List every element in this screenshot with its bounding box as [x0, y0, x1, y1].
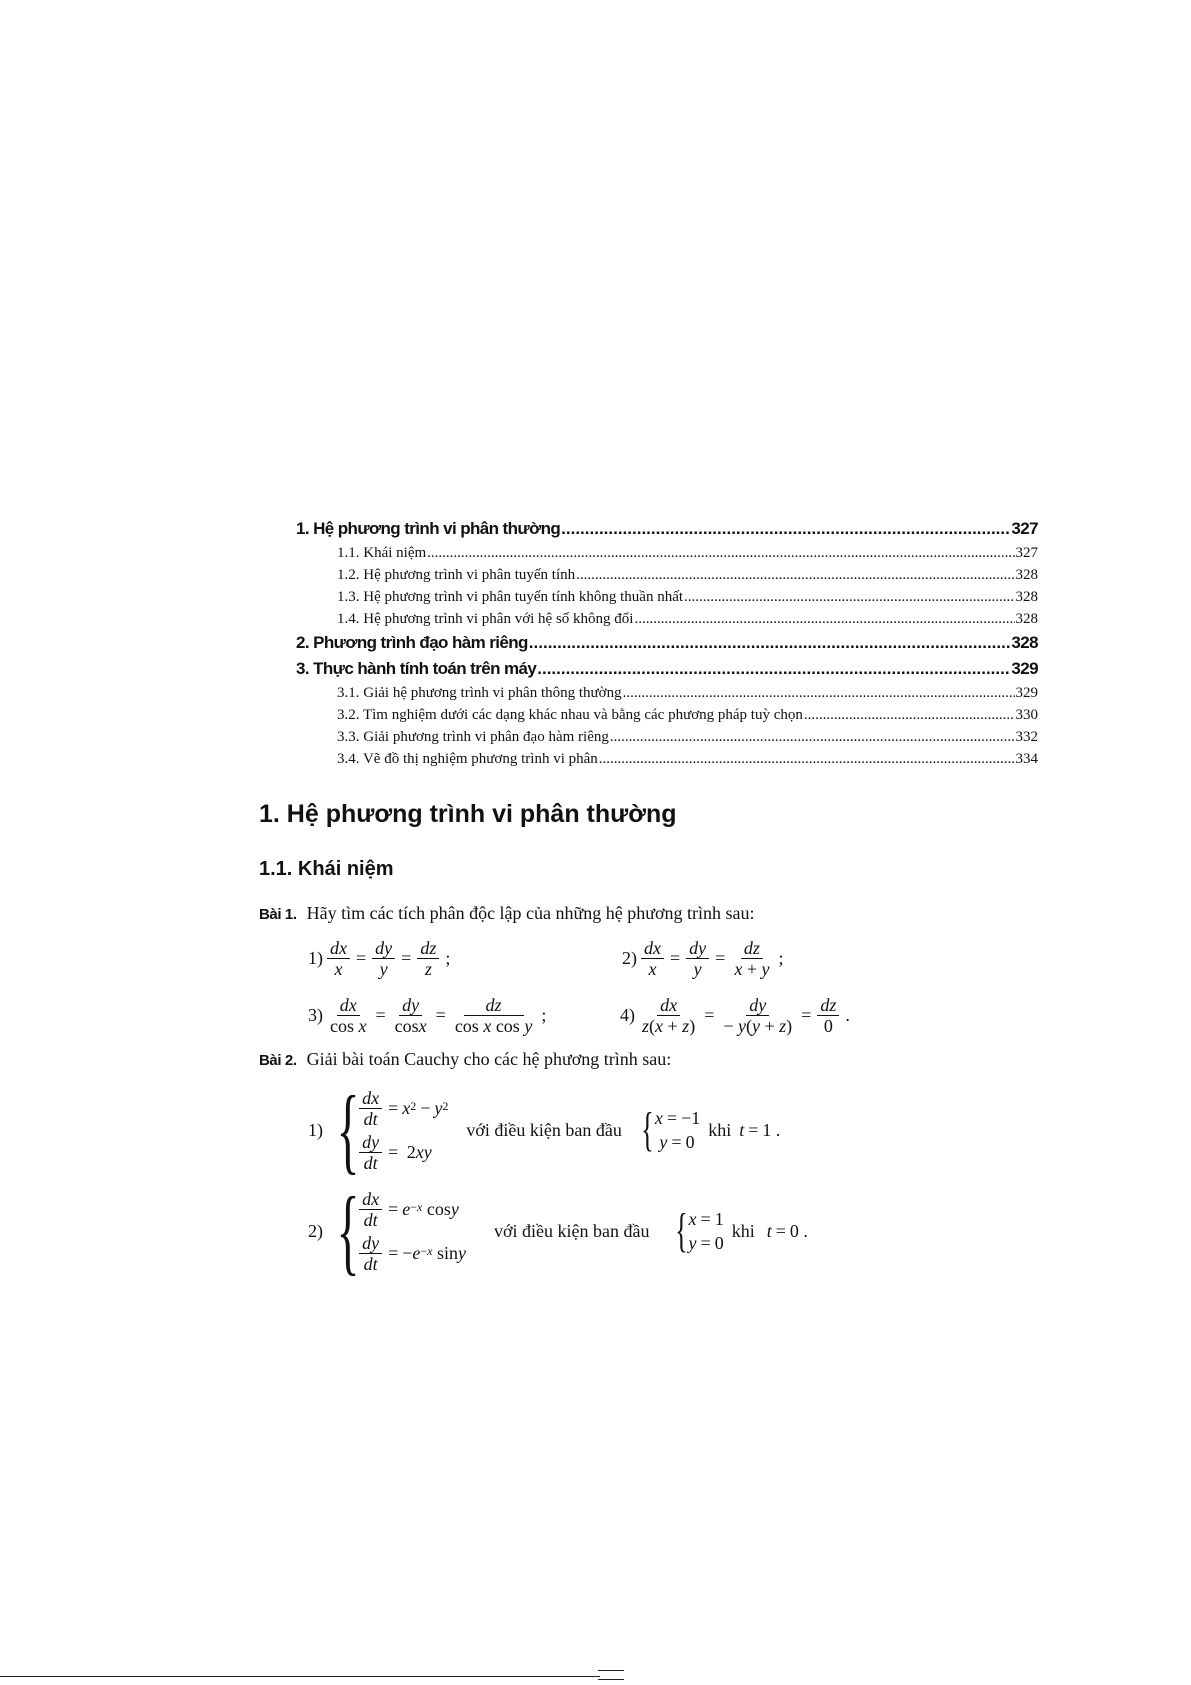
toc-item-3-4[interactable] [337, 748, 1038, 770]
toc-leader-dots [634, 608, 1014, 630]
table-of-contents [296, 516, 1038, 770]
toc-item-1-3[interactable] [337, 586, 1038, 608]
toc-item-label: 3.3. Giải phương trình vi phân đạo hàm riêng [337, 729, 609, 745]
toc-item-label: 3.4. Vẽ đồ thị nghiệm phương trình vi phân [337, 751, 598, 767]
section-heading: 1. Hệ phương trình vi phân thường [259, 800, 677, 828]
exercise-1-prompt [259, 903, 755, 924]
toc-page-number: 327 [1011, 519, 1038, 538]
equation-1-1: 1) $\frac{dx}{x}$ = $\frac{dy}{y}$ = $\frac{dz}{z}$ ; [308, 938, 451, 979]
toc-section-label: 2. Phương trình đạo hàm riêng [296, 633, 528, 652]
toc-item-label: 1.3. Hệ phương trình vi phân tuyến tính không thuần nhất [337, 589, 684, 605]
exercise-2-tag: Bài 2. [259, 1052, 297, 1069]
exercise-1-tag: Bài 1. [259, 906, 297, 923]
cauchy-system-2: 2) { $\frac{dx}{dt}$ = e $^{-x}$ cos y $\frac{dy}{dt}$ = − e $^{-x}$ sin y với điều kiện ban đầu { x = 1 y = 0 khi t = 0 . [308, 1177, 808, 1284]
toc-section-label: 3. Thực hành tính toán trên máy [296, 659, 537, 678]
toc-leader-dots [599, 748, 1015, 770]
footer-page-mark [598, 1670, 624, 1680]
toc-leader-dots [610, 726, 1015, 748]
toc-section-3[interactable] [296, 656, 1038, 682]
toc-page-number: 329 [1011, 659, 1038, 678]
exercise-1-text: Hãy tìm các tích phân độc lập của những hệ phương trình sau: [306, 903, 755, 923]
toc-item-label: 1.2. Hệ phương trình vi phân tuyến tính [337, 567, 576, 583]
toc-page-number: 328 [1011, 633, 1038, 652]
toc-item-label: 1.4. Hệ phương trình vi phân với hệ số không đổi [337, 611, 634, 627]
toc-leader-dots [623, 682, 1015, 704]
toc-item-label: 3.1. Giải hệ phương trình vi phân thông thường [337, 685, 622, 701]
toc-page-number: 330 [1015, 707, 1038, 723]
toc-leader-dots [529, 630, 1011, 656]
toc-item-3-1[interactable] [337, 682, 1038, 704]
equation-1-3: 3) $\frac{dx}{\text{cos x}}$ = $\frac{dy}{\cos x}$ = $\frac{dz}{\text{cos x cos y}}$ ; [308, 995, 547, 1036]
toc-leader-dots [576, 564, 1014, 586]
initial-condition-label-2: với điều kiện ban đầu [494, 1220, 650, 1241]
toc-page-number: 328 [1015, 611, 1038, 627]
toc-item-label: 1.1. Khái niệm [337, 545, 427, 561]
toc-page-number: 328 [1015, 589, 1038, 605]
toc-page-number: 332 [1015, 729, 1038, 745]
toc-leader-dots [684, 586, 1014, 608]
when-label-2: khi [731, 1220, 755, 1241]
toc-section-2[interactable] [296, 630, 1038, 656]
equation-1-4: 4) $\frac{dx}{z(x + z)}$ = $\frac{dy}{- y(y + z)}$ = $\frac{dz}{0}$ . [620, 995, 850, 1036]
exercise-2-prompt [259, 1049, 671, 1070]
toc-leader-dots [427, 542, 1014, 564]
toc-item-1-1[interactable] [337, 542, 1038, 564]
toc-section-label: 1. Hệ phương trình vi phân thường [296, 519, 561, 538]
exercise-2-text: Giải bài toán Cauchy cho các hệ phương trình sau: [306, 1049, 672, 1069]
toc-page-number: 327 [1015, 545, 1038, 561]
toc-item-1-4[interactable] [337, 608, 1038, 630]
equation-1-2: 2) $\frac{dx}{x}$ = $\frac{dy}{y}$ = $\frac{dz}{x + y}$ ; [622, 938, 784, 979]
cauchy-system-1: 1) { $\frac{dx}{dt}$ = x $^2$ − y $^2$ $\frac{dy}{dt}$ = 2 xy với điều kiện ban đầu { x = −1 y = 0 khi t = 1 . [308, 1076, 781, 1183]
footer-rule [0, 1676, 600, 1677]
toc-item-3-2[interactable] [337, 704, 1038, 726]
toc-leader-dots [561, 516, 1010, 542]
toc-leader-dots [804, 704, 1015, 726]
toc-page-number: 328 [1015, 567, 1038, 583]
toc-item-label: 3.2. Tìm nghiệm dưới các dạng khác nhau và bằng các phương pháp tuỳ chọn [337, 707, 803, 723]
toc-section-1[interactable] [296, 516, 1038, 542]
initial-condition-label-1: với điều kiện ban đầu [466, 1119, 622, 1140]
toc-page-number: 329 [1015, 685, 1038, 701]
toc-leader-dots [537, 656, 1010, 682]
when-label-1: khi [708, 1119, 732, 1140]
toc-page-number: 334 [1015, 751, 1038, 767]
subsection-heading: 1.1. Khái niệm [259, 858, 394, 880]
toc-item-1-2[interactable] [337, 564, 1038, 586]
toc-item-3-3[interactable] [337, 726, 1038, 748]
